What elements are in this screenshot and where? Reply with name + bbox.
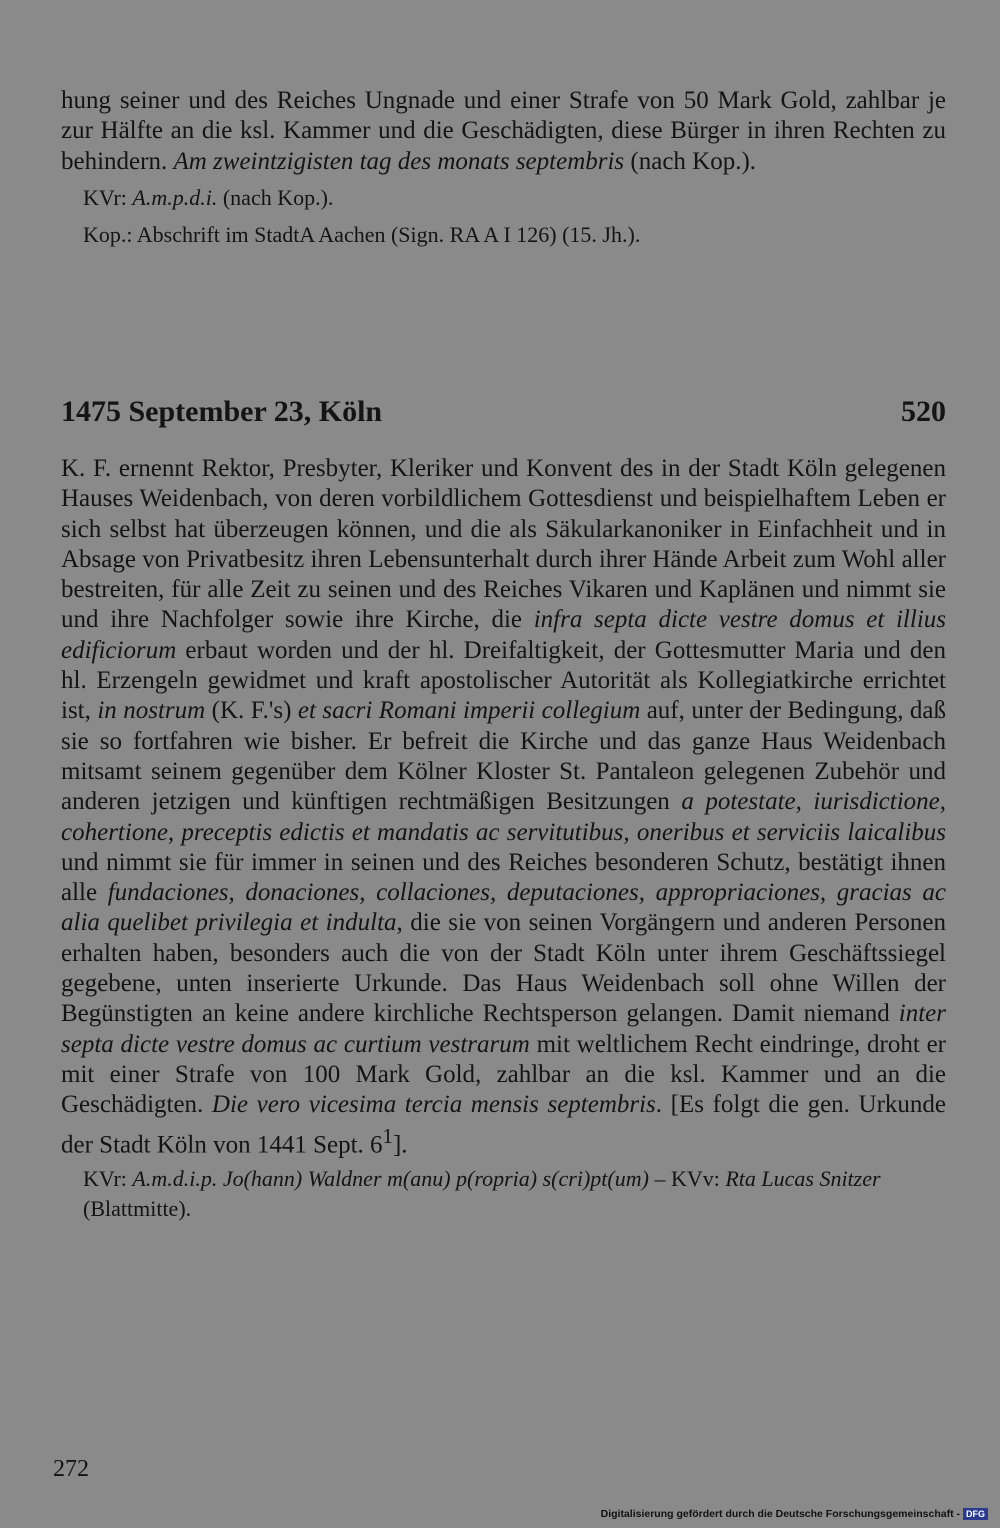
latin-quote: infra septa dicte vestre domus et illius edificiorum xyxy=(61,606,947,664)
text-run: KVr: xyxy=(83,184,133,210)
dfg-logo: DFG xyxy=(963,1508,988,1520)
footnote-marker: 1 xyxy=(382,1123,393,1148)
latin-quote: a potestate, iurisdictione, cohertione, preceptis edictis et mandatis ac servitutibus, oneribus et serviciis laicalibus xyxy=(61,788,947,846)
text-run: . [Es folgt die gen. Urkunde der Stadt Köln von 1441 Sept. 6 xyxy=(61,1091,946,1158)
kvr-note xyxy=(61,183,946,213)
entry-body xyxy=(61,454,946,1224)
text-run: , die sie von seinen Vorgängern und anderen Personen erhalten haben, besonders auch die von der Stadt Köln unter ihrem Geschäftssiegel gegebene, unten inserierte Urkunde. Das Haus Weidenbach soll ohne Willen der Begünstigten an keine andere kirchliche Rechtsperson gelangen. Damit niemand xyxy=(61,909,946,1028)
text-run: auf, unter der Bedingung, daß sie so fortfahren wie bisher. Er befreit die Kirche und das ganze Haus Weidenbach mitsamt seinem gegenüber dem Kölner Kloster St. Pantaleon gelegenen Zubehör und anderen jetzigen und künftigen rechtmäßigen Besitzungen xyxy=(61,697,947,816)
text-run: (nach Kop.). xyxy=(217,184,334,210)
continuation-paragraph xyxy=(61,86,946,177)
previous-entry-continuation xyxy=(61,86,946,250)
text-run: (nach Kop.). xyxy=(624,147,757,175)
latin-quote: Am zweintzigisten tag des monats septembris xyxy=(173,147,625,175)
entry-date-place: 1475 September 23, Köln xyxy=(61,395,383,428)
text-run: (Blattmitte). xyxy=(83,1196,192,1222)
latin-quote: inter septa dicte vestre domus ac curtium vestrarum xyxy=(61,1000,946,1058)
footer-text: Digitalisierung gefördert durch die Deutsche Forschungsgemeinschaft - xyxy=(600,1508,960,1520)
latin-quote: A.m.d.i.p. Jo(hann) Waldner m(anu) p(ropria) s(cri)pt(um) xyxy=(132,1166,649,1192)
latin-quote: fundaciones, donaciones, collaciones, deputaciones, appropriaciones, gracias ac alia quelibet privilegia et indulta xyxy=(61,879,946,937)
latin-quote: A.m.p.d.i. xyxy=(132,184,218,210)
latin-quote: Rta Lucas Snitzer xyxy=(725,1166,881,1192)
text-run: hung seiner und des Reiches Ungnade und einer Strafe von 50 Mark Gold, zahlbar je zur Hälfte an die ksl. Kammer und die Geschädigten, diese Bürger in ihren Rechten zu behindern. xyxy=(61,87,946,175)
text-run: mit weltlichem Recht eindringe, droht er mit einer Strafe von 100 Mark Gold, zahlbar an die ksl. Kammer und an die Geschädigten. xyxy=(61,1030,947,1119)
digitization-footer xyxy=(601,1508,988,1520)
latin-quote: et sacri Romani imperii collegium xyxy=(297,697,641,725)
regest-paragraph xyxy=(61,454,946,1160)
text-run: und nimmt sie für immer in seinen und des Reiches besonderen Schutz, bestätigt ihnen alle xyxy=(61,848,946,907)
text-run: (K. F.'s) xyxy=(205,697,298,725)
text-run: erbaut worden und der hl. Dreifaltigkeit, der Gottesmutter Maria und den hl. Erzengeln gewidmet und kraft apostolischer Autorität als Kollegiatkirche errichtet ist, xyxy=(61,636,946,725)
kop-note: Kop.: Abschrift im StadtA Aachen (Sign. RA A I 126) (15. Jh.). xyxy=(83,221,641,247)
kvr-note xyxy=(61,1164,946,1224)
text-run: ]. xyxy=(392,1130,408,1158)
page-number: 272 xyxy=(53,1456,89,1482)
text-run: KVr: xyxy=(83,1166,133,1192)
text-run: – KVv: xyxy=(648,1166,726,1192)
entry-number: 520 xyxy=(901,395,946,428)
text-run: K. F. ernennt Rektor, Presbyter, Kleriker und Konvent des in der Stadt Köln gelegenen Hauses Weidenbach, von deren vorbildlichem Gottesdienst und beispielhaftem Leben er sich selbst hat überzeugen können, und die als Säkularkanoniker in Einfachheit und in Absage von Privatbesitz ihren Lebensunterhalt durch ihrer Hände Arbeit zum Wohl aller bestreiten, für alle Zeit zu seinen und des Reiches Vikaren und Kaplänen und nimmt sie und ihre Nachfolger sowie ihre Kirche, die xyxy=(61,455,946,634)
latin-quote: Die vero vicesima tercia mensis septembris xyxy=(211,1091,656,1119)
latin-quote: in nostrum xyxy=(97,697,206,725)
entry-heading xyxy=(61,390,946,434)
